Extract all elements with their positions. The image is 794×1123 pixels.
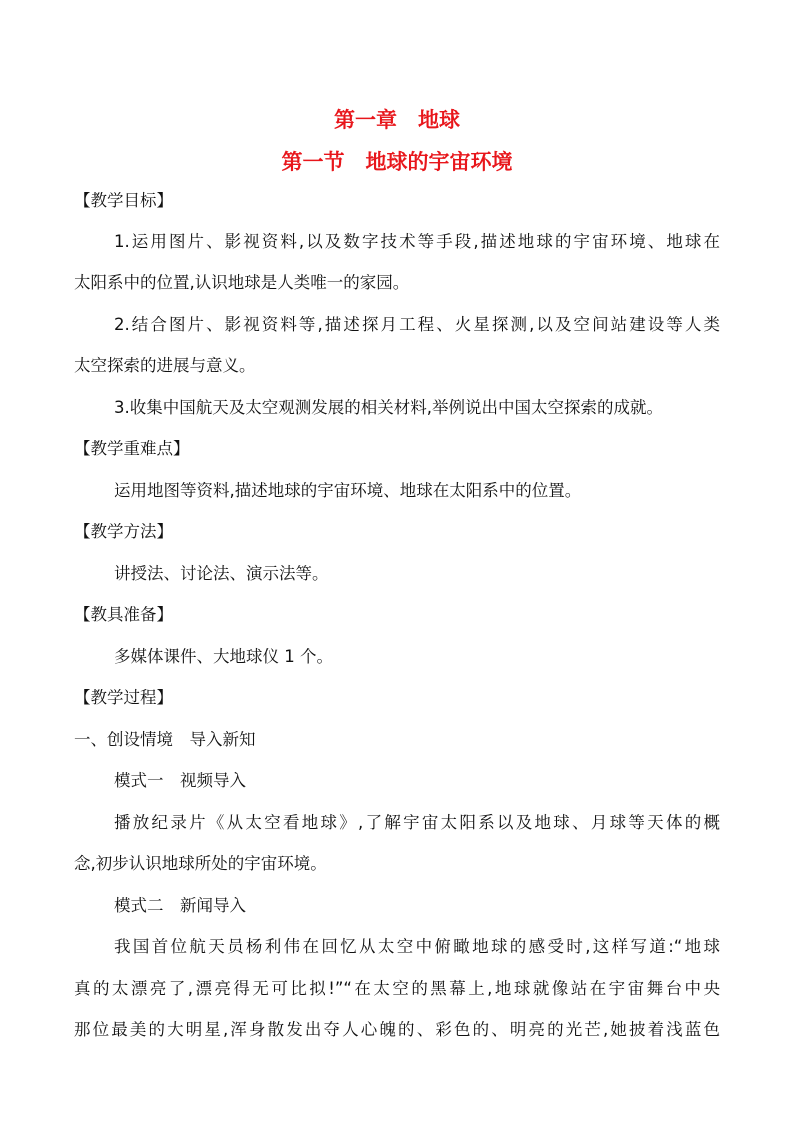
process-part-1: 一、创设情境 导入新知: [74, 730, 256, 749]
mode-2-line-3: 那位最美的大明星,浑身散发出夺人心魄的、彩色的、明亮的光芒,她披着浅蓝色: [74, 1020, 720, 1039]
methods-text: 讲授法、讨论法、演示法等。: [114, 564, 329, 583]
key-points-heading: 【教学重难点】: [74, 439, 190, 458]
mode-2-title: 模式二 新闻导入: [114, 896, 246, 915]
methods-heading: 【教学方法】: [74, 522, 173, 541]
section-title: 第一节 地球的宇宙环境: [281, 150, 513, 174]
tools-text: 多媒体课件、大地球仪 1 个。: [114, 647, 333, 666]
chapter-title: 第一章 地球: [334, 108, 460, 132]
mode-2-line-1: 我国首位航天员杨利伟在回忆从太空中俯瞰地球的感受时,这样写道:“地球: [114, 937, 720, 956]
goal-2-line-2: 太空探索的进展与意义。: [74, 356, 256, 375]
goals-heading: 【教学目标】: [74, 191, 173, 210]
mode-2-line-2: 真的太漂亮了,漂亮得无可比拟!”“在太空的黑幕上,地球就像站在宇宙舞台中央: [74, 979, 720, 998]
key-points-text: 运用地图等资料,描述地球的宇宙环境、地球在太阳系中的位置。: [114, 481, 582, 500]
tools-heading: 【教具准备】: [74, 605, 173, 624]
goal-2-line-1: 2.结合图片、影视资料等,描述探月工程、火星探测,以及空间站建设等人类: [114, 315, 720, 334]
goal-3-line-1: 3.收集中国航天及太空观测发展的相关材料,举例说出中国太空探索的成就。: [114, 398, 663, 417]
mode-1-line-2: 念,初步认识地球所处的宇宙环境。: [74, 854, 327, 873]
mode-1-line-1: 播放纪录片《从太空看地球》,了解宇宙太阳系以及地球、月球等天体的概: [114, 813, 720, 832]
mode-1-title: 模式一 视频导入: [114, 771, 246, 790]
process-heading: 【教学过程】: [74, 688, 173, 707]
goal-1-line-1: 1.运用图片、影视资料,以及数字技术等手段,描述地球的宇宙环境、地球在: [114, 232, 720, 251]
goal-1-line-2: 太阳系中的位置,认识地球是人类唯一的家园。: [74, 273, 410, 292]
